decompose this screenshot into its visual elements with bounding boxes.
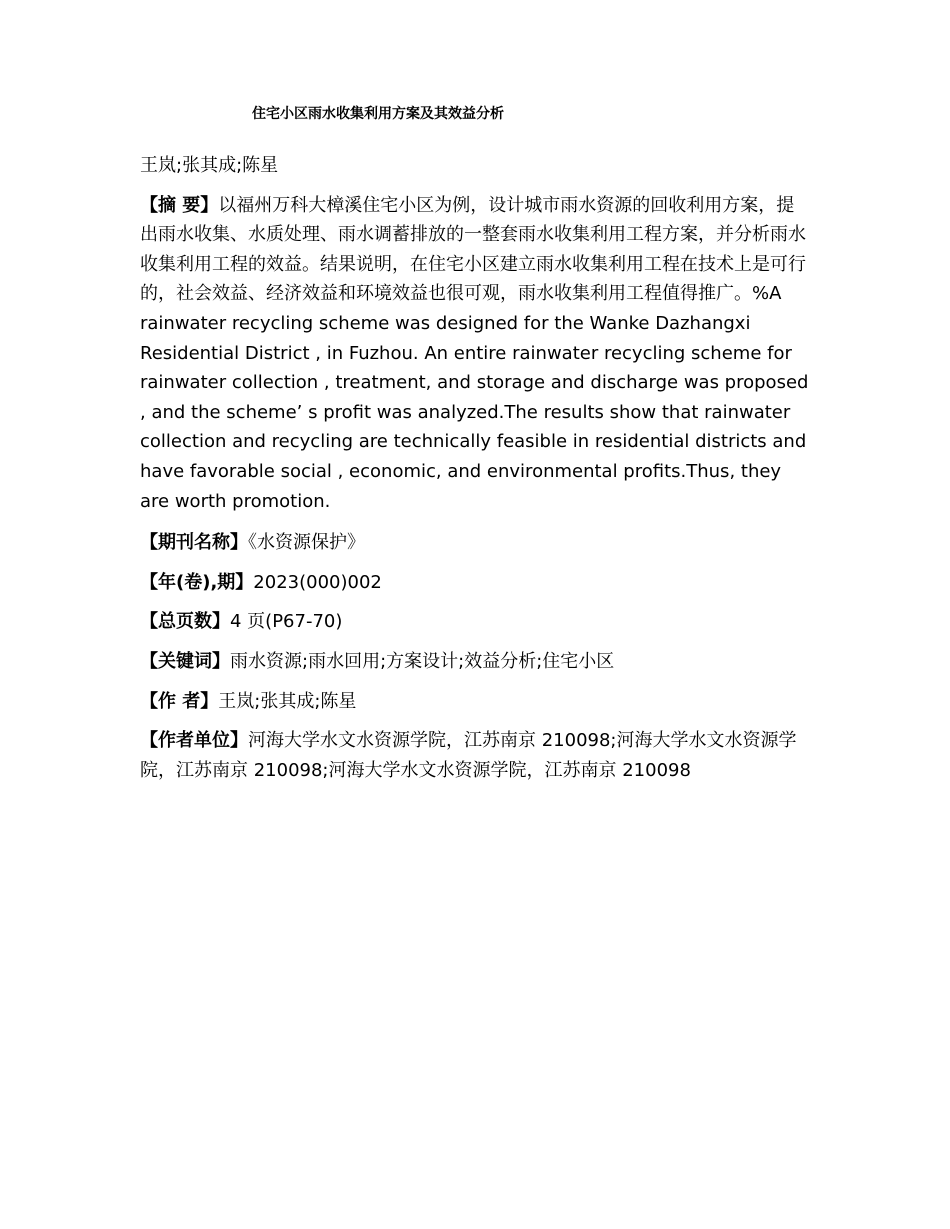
- total-pages-field: [140, 607, 812, 637]
- keywords-field: [140, 647, 812, 677]
- journal-field: [140, 528, 812, 558]
- year-volume-issue-value: 2023(000)002: [253, 571, 382, 593]
- document-title: 住宅小区雨水收集利用方案及其效益分析: [252, 106, 504, 122]
- author-field: [140, 687, 812, 717]
- keywords-value: 雨水资源;雨水回用;方案设计;效益分析;住宅小区: [230, 650, 615, 672]
- abstract-field: [140, 191, 812, 517]
- author-value: 王岚;张其成;陈星: [218, 690, 357, 712]
- total-pages-value: 4 页(P67-70): [230, 611, 343, 633]
- journal-label: 【期刊名称】: [140, 532, 248, 554]
- affiliation-value: 河海大学水文水资源学院，江苏南京 210098;河海大学水文水资源学院，江苏南京 210098;河海大学水文水资源学院，江苏南京 210098: [140, 730, 797, 781]
- authors-line: 王岚;张其成;陈星: [140, 155, 279, 176]
- author-label: 【作 者】: [140, 690, 219, 712]
- document-body: [140, 151, 812, 795]
- affiliation-field: [140, 726, 812, 785]
- keywords-label: 【关键词】: [140, 650, 230, 672]
- abstract-text: 以福州万科大樟溪住宅小区为例，设计城市雨水资源的回收利用方案，提出雨水收集、水质处理、雨水调蓄排放的一整套雨水收集利用工程方案，并分析雨水收集利用工程的效益。结果说明，在住宅小区建立雨水收集利用工程在技术上是可行的，社会效益、经济效益和环境效益也很可观，雨水收集利用工程值得推广。%A rainwater recycling scheme was designed for the Wanke Dazhangxi Residential District , in Fuzhou. An entire rainwater recycling scheme for rainwater collection , treatment, and storage and discharge was proposed , and the scheme’ s profit was analyzed.The results show that rainwater collection and recycling are technically feasible in residential districts and have favorable social , economic, and environmental profits.Thus, they are worth promotion.: [140, 194, 809, 512]
- year-volume-issue-field: [140, 568, 812, 598]
- affiliation-label: 【作者单位】: [140, 730, 248, 752]
- abstract-label: 【摘 要】: [140, 194, 219, 216]
- year-volume-issue-label: 【年(卷),期】: [140, 571, 254, 593]
- total-pages-label: 【总页数】: [140, 611, 230, 633]
- journal-value: 《水资源保护》: [248, 532, 365, 554]
